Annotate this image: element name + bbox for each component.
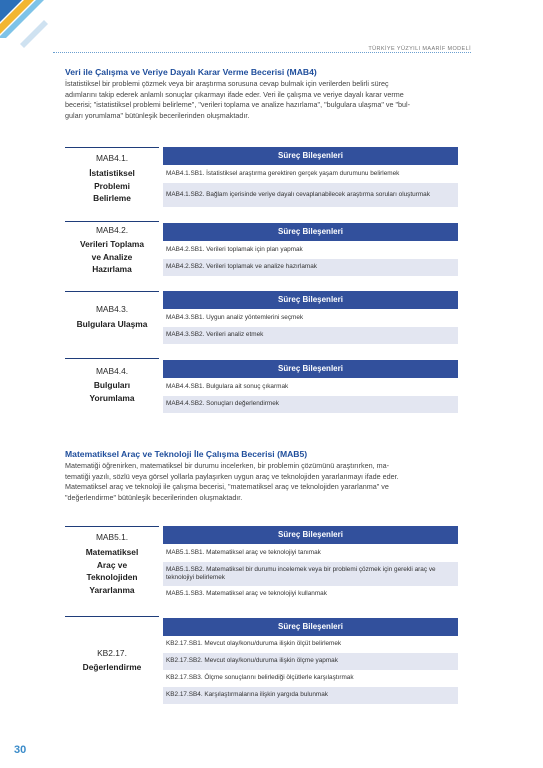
- paragraph-line: Matematiği öğrenirken, matematiksel bir durumu incelerken, bir problemin çözümünü araştırırken, ma-: [65, 461, 389, 470]
- skill-block-kb2-17: [65, 616, 458, 706]
- process-component-row: MAB4.3.SB1. Uygun analiz yöntemlerini seçmek: [163, 309, 458, 327]
- process-component-row: MAB4.1.SB2. Bağlam içerisinde veriye dayalı cevaplanabilecek araştırma soruları oluşturmak: [163, 183, 458, 207]
- process-component-row: KB2.17.SB3. Ölçme sonuçlarını belirlediği ölçütlerle karşılaştırmak: [163, 670, 458, 687]
- process-components-header: Süreç Bileşenleri: [163, 360, 458, 378]
- skill-rule: [65, 291, 159, 292]
- skill-name-line: Hazırlama: [92, 264, 132, 274]
- process-component-row: MAB5.1.SB1. Matematiksel araç ve teknolojiyi tanımak: [163, 544, 458, 562]
- skill-block-mab5-1: [65, 526, 458, 604]
- process-components-header: Süreç Bileşenleri: [163, 526, 458, 544]
- skill-name: [65, 167, 159, 205]
- section-paragraph-mab4: [65, 79, 466, 122]
- skill-code: MAB4.3.: [95, 304, 129, 314]
- skill-name-line: ve Analize: [91, 251, 133, 262]
- process-component-row: MAB4.1.SB1. İstatistiksel araştırma gerektiren gerçek yaşam durumunu belirlemek: [163, 165, 458, 183]
- header-title: TÜRKİYE YÜZYILI MAARİF MODELİ: [364, 46, 471, 52]
- skill-name-line: Değerlendirme: [82, 662, 142, 672]
- paragraph-line: "değerlendirme" bütünleşik becerilerinden oluşmaktadır.: [65, 493, 243, 503]
- skill-rule: [65, 616, 159, 617]
- skill-code: MAB4.4.: [95, 366, 129, 376]
- section-title-mab4: Veri ile Çalışma ve Veriye Dayalı Karar Verme Becerisi (MAB4): [65, 67, 317, 77]
- skill-name-line: Verileri Toplama: [79, 239, 145, 249]
- skill-block-mab4-2: [65, 221, 458, 277]
- skill-name-line: İstatistiksel: [89, 168, 135, 178]
- skill-name: [65, 379, 159, 404]
- process-components-table: [163, 147, 458, 207]
- skill-name-line: Belirleme: [93, 193, 131, 203]
- process-component-row: MAB4.4.SB2. Sonuçları değerlendirmek: [163, 396, 458, 413]
- process-components-table: [163, 223, 458, 276]
- skill-name-line: Bulgulara Ulaşma: [76, 319, 148, 329]
- skill-name-line: Yararlanma: [89, 584, 135, 595]
- process-components-header: Süreç Bileşenleri: [163, 147, 458, 165]
- skill-code: MAB4.1.: [95, 153, 129, 163]
- process-components-table: [163, 618, 458, 704]
- process-components-table: [163, 526, 458, 603]
- corner-decoration: [0, 0, 60, 60]
- skill-rule: [65, 221, 159, 222]
- process-component-row: KB2.17.SB4. Karşılaştırmalarına ilişkin yargıda bulunmak: [163, 687, 458, 704]
- section-title-mab5: Matematiksel Araç ve Teknoloji İle Çalışma Becerisi (MAB5): [65, 449, 308, 459]
- process-components-header: Süreç Bileşenleri: [163, 291, 458, 309]
- paragraph-line: tematiği yazılı, sözlü veya görsel yollarla paylaşırken uygun araç ve teknolojiden yararlanmayı ifade eder.: [65, 471, 399, 481]
- skill-name-line: Yorumlama: [89, 392, 135, 403]
- skill-code: KB2.17.: [97, 648, 127, 658]
- header-rule: [53, 52, 471, 53]
- skill-rule: [65, 358, 159, 359]
- paragraph-line: adımlarını takip ederek anlamlı sonuçlar çıkarmayı ifade eder. Veri ile çalışma ve veriye dayalı karar verme: [65, 89, 404, 99]
- skill-name: [65, 661, 159, 674]
- skill-code: MAB5.1.: [95, 532, 129, 542]
- skill-code: MAB4.2.: [95, 225, 129, 235]
- process-component-row: MAB4.2.SB1. Verileri toplamak için plan yapmak: [163, 241, 458, 259]
- process-components-table: [163, 360, 458, 413]
- skill-name-line: Bulguları: [93, 380, 131, 390]
- skill-name: [65, 238, 159, 276]
- paragraph-line: becerisi; "istatistiksel problemi belirleme", "verileri toplama ve analize hazırlama", "bulgulara ulaşma" ve "bul-: [65, 100, 411, 110]
- process-component-row: MAB4.4.SB1. Bulgulara ait sonuç çıkarmak: [163, 378, 458, 396]
- skill-rule: [65, 526, 159, 527]
- skill-rule: [65, 147, 159, 148]
- process-component-row: KB2.17.SB1. Mevcut olay/konu/duruma ilişkin ölçüt belirlemek: [163, 636, 458, 653]
- skill-block-mab4-3: [65, 291, 458, 347]
- process-component-row: MAB4.3.SB2. Verileri analiz etmek: [163, 327, 458, 344]
- process-component-row: MAB5.1.SB3. Matematiksel araç ve teknolojiyi kullanmak: [163, 586, 458, 603]
- page-number: 30: [14, 744, 27, 756]
- process-components-table: [163, 291, 458, 344]
- skill-name-line: Matematiksel: [85, 547, 139, 557]
- skill-block-mab4-1: [65, 147, 458, 209]
- skill-name-line: Problemi: [94, 180, 130, 191]
- section-paragraph-mab5: [65, 461, 466, 504]
- process-component-row: MAB5.1.SB2. Matematiksel bir durumu incelemek veya bir problemi çözmek için gerekli araç ve teknolojiyi belirlemek: [163, 562, 458, 586]
- paragraph-line: İstatistiksel bir problemi çözmek veya bir araştırma sorusuna cevap bulmak için verilerden belirli süreç: [65, 79, 389, 88]
- process-components-header: Süreç Bileşenleri: [163, 618, 458, 636]
- process-component-row: KB2.17.SB2. Mevcut olay/konu/duruma ilişkin ölçme yapmak: [163, 653, 458, 670]
- skill-block-mab4-4: [65, 358, 458, 414]
- process-components-header: Süreç Bileşenleri: [163, 223, 458, 241]
- skill-name-line: Araç ve: [96, 559, 128, 570]
- skill-name: [65, 546, 159, 596]
- paragraph-line: Matematiksel araç ve teknoloji ile çalışma becerisi, "matematiksel araç ve teknolojiden yararlanma" ve: [65, 482, 389, 492]
- skill-name: [65, 318, 159, 331]
- skill-name-line: Teknolojiden: [86, 572, 138, 582]
- paragraph-line: guları yorumlama" bütünleşik becerilerinden oluşmaktadır.: [65, 111, 250, 121]
- process-component-row: MAB4.2.SB2. Verileri toplamak ve analize hazırlamak: [163, 259, 458, 276]
